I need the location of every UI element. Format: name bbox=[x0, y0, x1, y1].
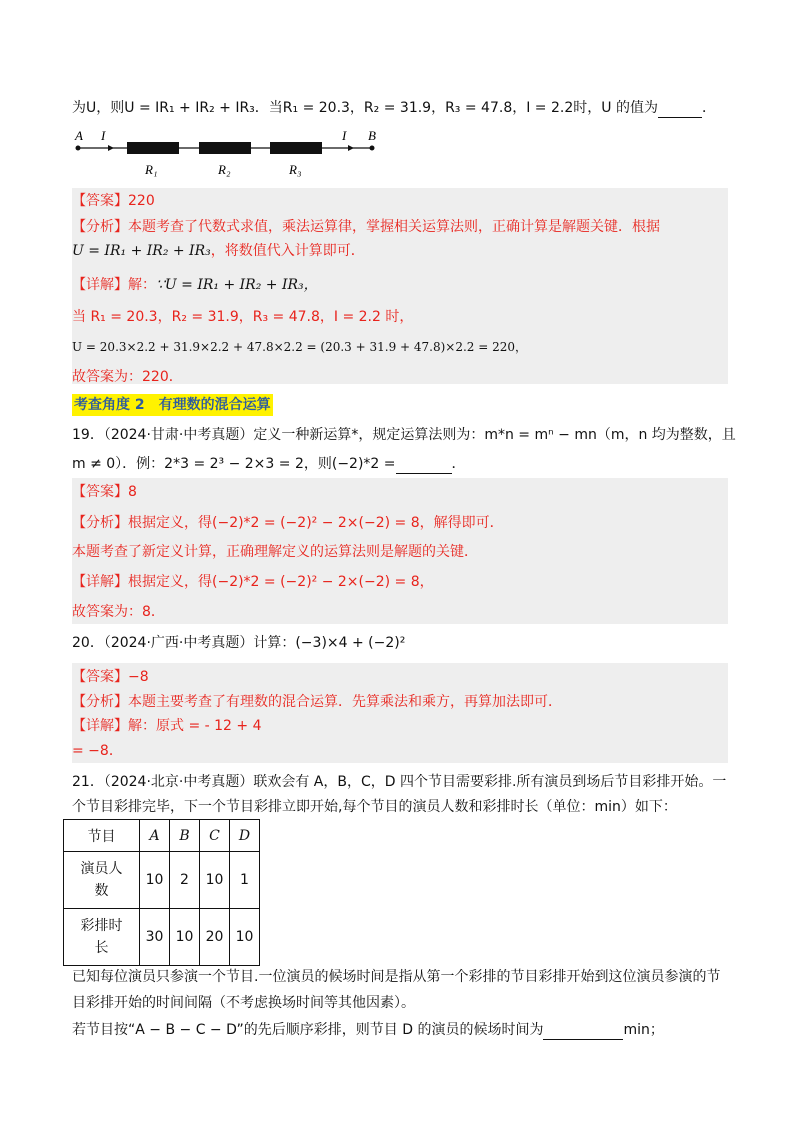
q18-answer: 【答案】220 bbox=[72, 193, 155, 209]
terminal-a bbox=[76, 146, 81, 151]
q19-analysis-2: 本题考查了新定义计算，正确理解定义的运算法则是解题的关键． bbox=[72, 544, 478, 560]
label-r3: R₃ bbox=[289, 162, 302, 177]
table-cell: 20 bbox=[200, 909, 230, 966]
q21-line-2: 个节目彩排完毕，下一个节目彩排立即开始,每个节目的演员人数和彩排时长（单位：min）如下： bbox=[72, 799, 677, 815]
q18-line bbox=[72, 97, 716, 118]
table-cell: 10 bbox=[140, 852, 170, 909]
table-cell: 10 bbox=[230, 909, 260, 966]
q19-detail: 【详解】根据定义，得(−2)*2 = (−2)² − 2×(−2) = 8， bbox=[72, 574, 434, 590]
label-b: B bbox=[368, 128, 376, 143]
table-cell: 1 bbox=[230, 852, 260, 909]
q18-line-end: ． bbox=[701, 100, 716, 116]
q21-line-1: 21．（2024·北京·中考真题）联欢会有 A，B，C，D 四个节目需要彩排.所有演员到场后节目彩排开始。一 bbox=[72, 774, 727, 790]
table-row-label bbox=[64, 909, 140, 966]
resistor-r2 bbox=[199, 142, 251, 154]
table-header-row bbox=[64, 820, 260, 852]
label-i-left: I bbox=[101, 128, 106, 143]
q21-line-4: 目彩排开始的时间间隔（不考虑换场时间等其他因素）。 bbox=[72, 995, 415, 1011]
q21-line-5 bbox=[72, 1019, 664, 1040]
label-r2: R₂ bbox=[218, 162, 231, 177]
q19-line-1: 19．（2024·甘肃·中考真题）定义一种新运算*，规定运算法则为：m*n = mⁿ − mn（m，n 均为整数，且 bbox=[72, 427, 736, 443]
label-i-right: I bbox=[342, 128, 347, 143]
q20-answer: 【答案】−8 bbox=[72, 669, 149, 685]
q18-analysis-text: ，将数值代入计算即可． bbox=[210, 243, 365, 259]
q18-analysis-formula: U = IR₁ + IR₂ + IR₃ bbox=[72, 243, 211, 259]
section-title: 考查角度 2 有理数的混合运算 bbox=[72, 394, 273, 416]
q20-answer-box bbox=[72, 663, 728, 763]
q21-line-end: min； bbox=[623, 1022, 664, 1038]
q18-detail-3: U = 20.3×2.2 + 31.9×2.2 + 47.8×2.2 = (20.3 + 31.9 + 47.8)×2.2 = 220， bbox=[72, 340, 528, 354]
table-row bbox=[64, 852, 260, 909]
q18-answer-blank bbox=[658, 97, 702, 118]
label-a: A bbox=[75, 128, 83, 143]
resistor-r3 bbox=[270, 142, 322, 154]
q18-detail-2: 当 R₁ = 20.3，R₂ = 31.9，R₃ = 47.8，I = 2.2 时， bbox=[72, 309, 414, 325]
q21-answer-blank bbox=[543, 1019, 623, 1040]
resistor-r1 bbox=[127, 142, 179, 154]
terminal-b bbox=[370, 146, 375, 151]
q19-answer: 【答案】8 bbox=[72, 484, 137, 500]
table-cell: 30 bbox=[140, 909, 170, 966]
q20-line-1: 20．（2024·广西·中考真题）计算：(−3)×4 + (−2)² bbox=[72, 635, 406, 651]
q18-analysis-1: 【分析】本题考查了代数式求值，乘法运算律，掌握相关运算法则，正确计算是解题关键．根据 bbox=[72, 219, 660, 235]
q20-detail: 【详解】解：原式 = - 12 + 4 bbox=[72, 718, 262, 734]
table-header-cell: C bbox=[200, 820, 230, 852]
q19-answer-blank bbox=[396, 453, 452, 474]
table-header-cell: D bbox=[230, 820, 260, 852]
q18-detail-1 bbox=[72, 275, 318, 295]
q21-question: 若节目按“A − B − C − D”的先后顺序彩排，则节目 D 的演员的候场时间为 bbox=[72, 1022, 544, 1038]
table-cell: 2 bbox=[170, 852, 200, 909]
q21-table bbox=[63, 819, 260, 966]
q18-analysis-2 bbox=[72, 241, 365, 261]
q18-detail-label: 【详解】解： bbox=[72, 277, 156, 293]
arrow-left-icon bbox=[108, 145, 114, 151]
circuit-diagram bbox=[70, 126, 390, 182]
q21-line-3: 已知每位演员只参演一个节目.一位演员的候场时间是指从第一个彩排的节目彩排开始到这位演员参演的节 bbox=[72, 969, 721, 985]
table-header-cell: 节目 bbox=[64, 820, 140, 852]
table-cell: 10 bbox=[170, 909, 200, 966]
table-header-cell: B bbox=[170, 820, 200, 852]
q18-statement: 为U，则U = IR₁ + IR₂ + IR₃．当R₁ = 20.3，R₂ = 31.9，R₃ = 47.8，I = 2.2时，U 的值为 bbox=[72, 100, 658, 116]
q19-question: m ≠ 0）．例：2*3 = 2³ − 2×3 = 2，则(−2)*2 = bbox=[72, 456, 396, 472]
table-row bbox=[64, 909, 260, 966]
table-row-label bbox=[64, 852, 140, 909]
q18-detail-formula: ∵U = IR₁ + IR₂ + IR₃， bbox=[156, 277, 318, 293]
q18-final: 故答案为：220． bbox=[72, 369, 183, 385]
q20-detail-2: = −8． bbox=[72, 743, 123, 759]
table-cell: 10 bbox=[200, 852, 230, 909]
arrow-right-icon bbox=[348, 145, 354, 151]
q19-final: 故答案为：8． bbox=[72, 604, 165, 620]
q19-line-2 bbox=[72, 453, 466, 474]
label-r1: R₁ bbox=[145, 162, 158, 177]
q19-analysis-1: 【分析】根据定义，得(−2)*2 = (−2)² − 2×(−2) = 8，解得即可． bbox=[72, 515, 504, 531]
row-label-text: 演员人数 bbox=[80, 861, 123, 899]
table-header-cell: A bbox=[140, 820, 170, 852]
row-label-text: 彩排时长 bbox=[80, 918, 123, 956]
q20-analysis: 【分析】本题主要考查了有理数的混合运算．先算乘法和乘方，再算加法即可． bbox=[72, 694, 562, 710]
q19-line-end: ． bbox=[451, 456, 466, 472]
